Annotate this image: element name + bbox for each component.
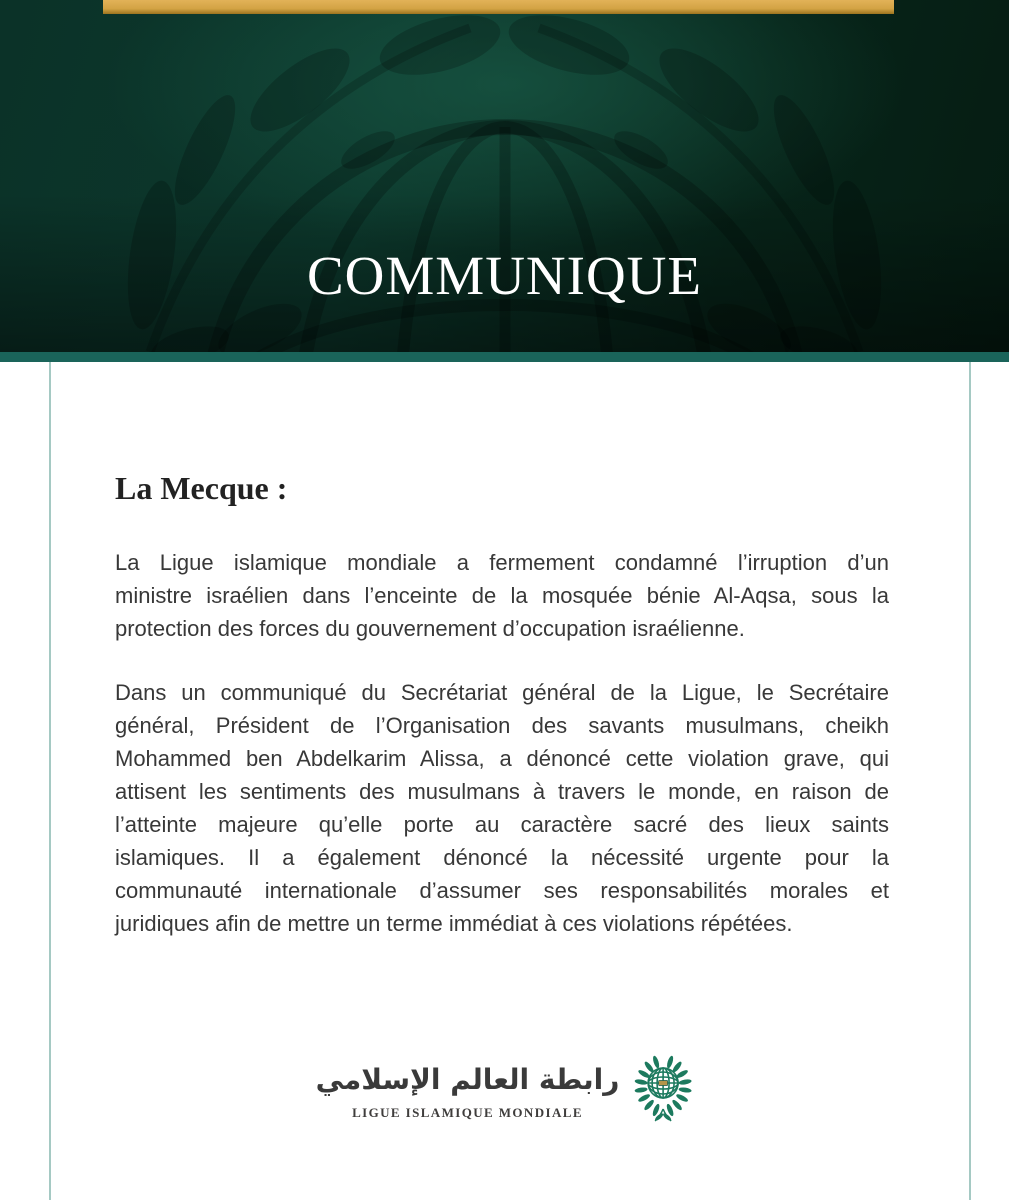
teal-divider-bar [0, 352, 1009, 362]
left-vertical-rule [49, 362, 51, 1200]
organization-logo [316, 1053, 694, 1125]
organization-name-arabic: رابطة العالم الإسلامي [315, 1062, 620, 1096]
paragraph-2: Dans un communiqué du Secrétariat général de la Ligue, le Secrétaire général, Président de l’Organisation des savants musulmans, cheikh Mohammed ben Abdelkarim Alissa, a dénoncé cette violation grave, qui attisent les sentiments des musulmans à travers le monde, en raison de l’atteinte majeure qu’elle porte au caractère sacré des lieux saints islamiques. Il a également dénoncé la nécessité urgente pour la communauté internationale d’assumer ses responsabilités morales et juridiques afin de mettre un terme immédiat à ces violations répétées. [115, 680, 889, 936]
organization-name-latin: LIGUE ISLAMIQUE MONDIALE [352, 1104, 583, 1120]
banner [0, 0, 1009, 352]
location-heading: La Mecque : [115, 470, 288, 506]
globe-laurel-wreath-emblem-icon [633, 1053, 693, 1125]
organization-name [316, 1058, 620, 1121]
communique-article [115, 470, 889, 940]
gold-accent-bar [103, 0, 894, 14]
banner-title: COMMUNIQUE [307, 245, 702, 306]
paragraph-1: La Ligue islamique mondiale a fermement condamné l’irruption d’un ministre israélien dans l’enceinte de la mosquée bénie Al-Aqsa, sous la protection des forces du gouvernement d’occupation israélienne. [115, 550, 889, 641]
right-vertical-rule [969, 362, 971, 1200]
